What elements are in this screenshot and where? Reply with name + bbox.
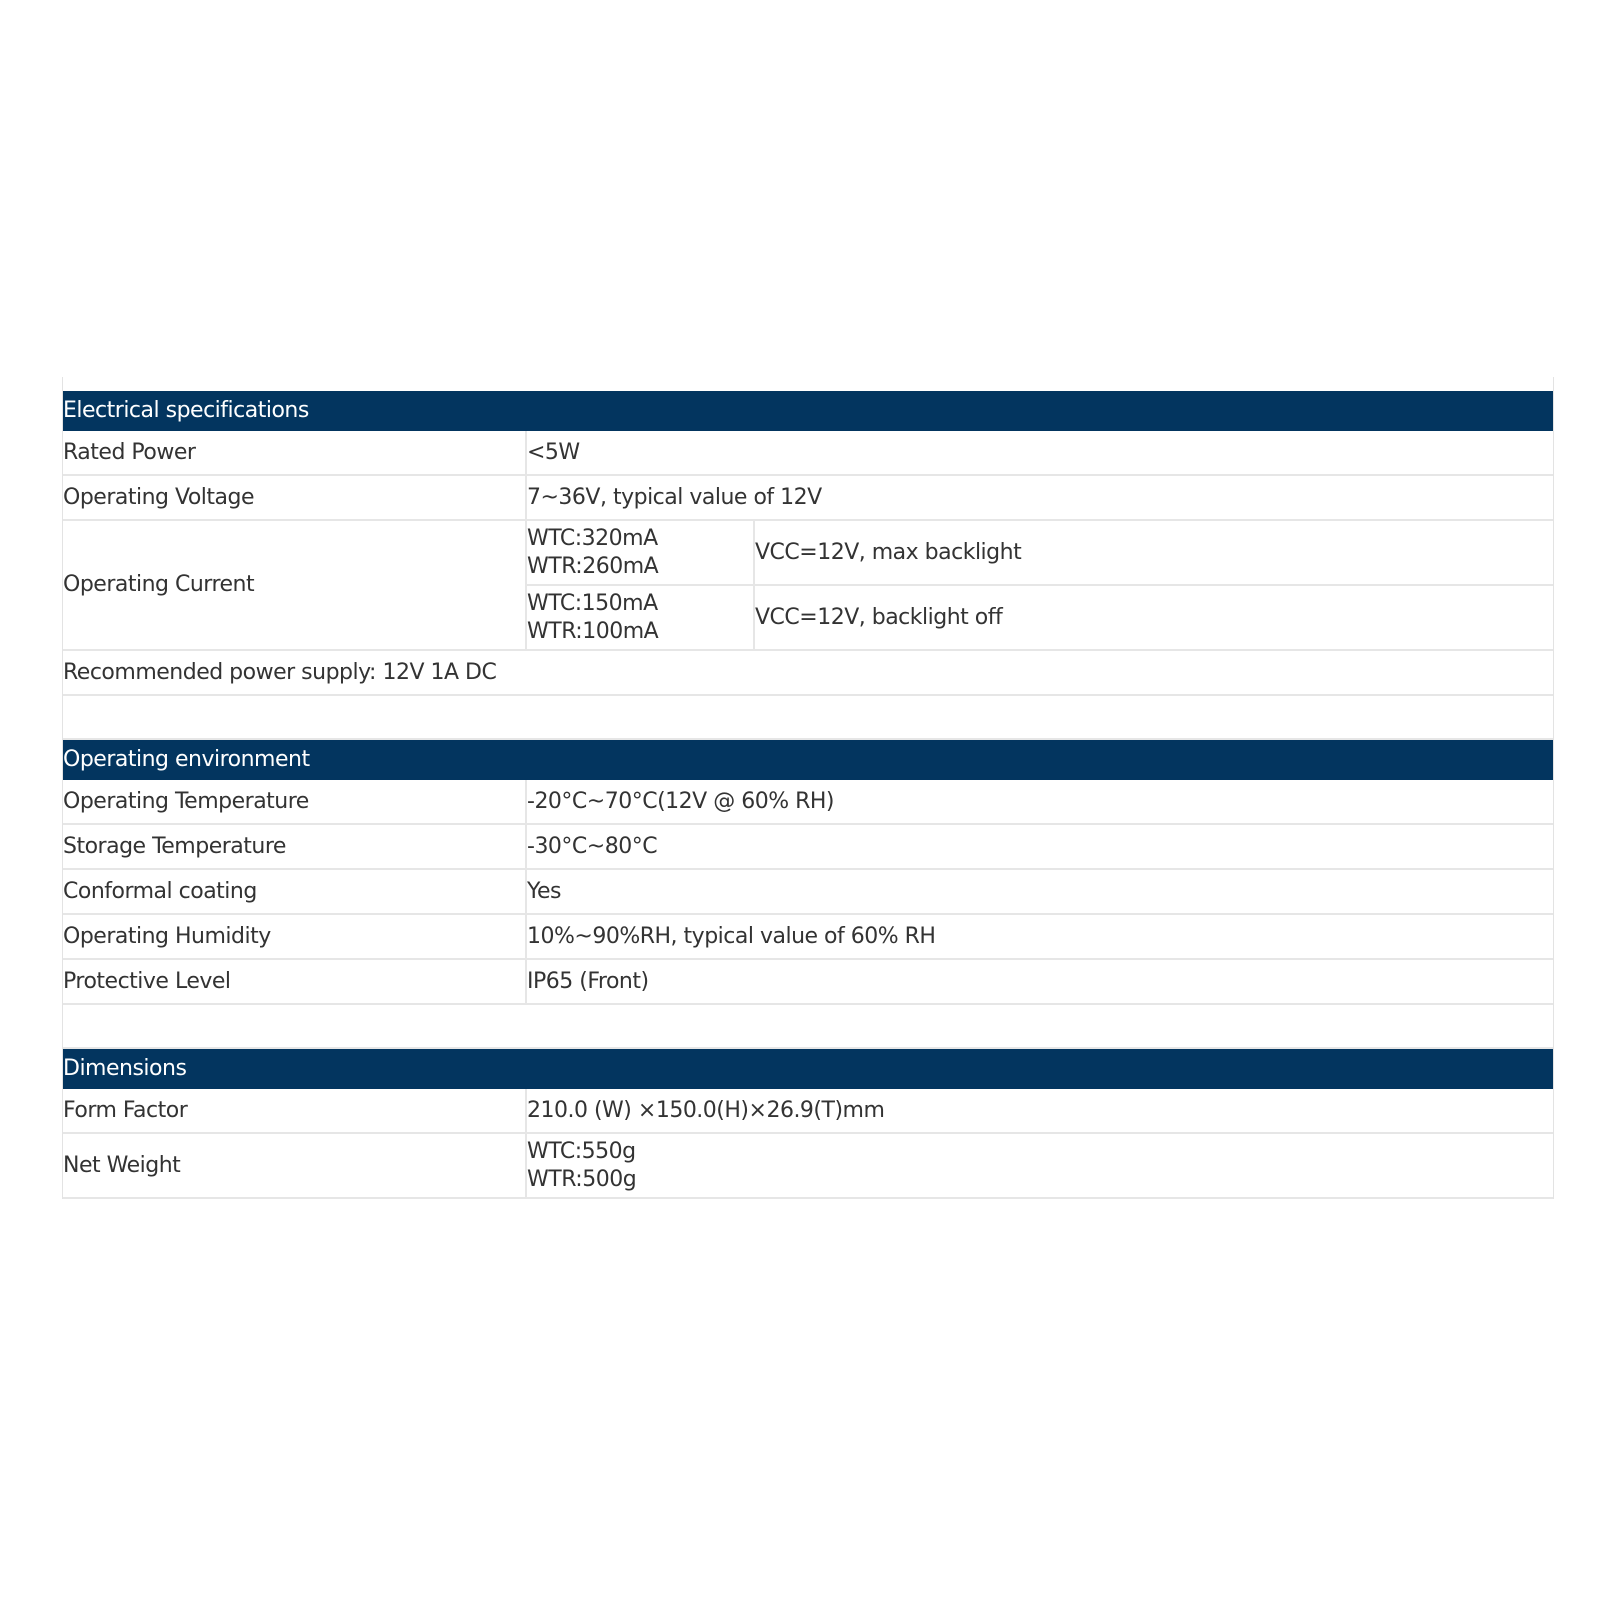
spec-value: <5W	[526, 431, 1553, 475]
spec-row-form-factor	[63, 1089, 1553, 1133]
spec-label: Net Weight	[63, 1133, 526, 1198]
section-spacer	[63, 695, 1553, 739]
spec-value-line: WTC:550g	[527, 1139, 636, 1164]
spec-value-line: WTR:260mA	[527, 553, 659, 579]
spec-label: Protective Level	[63, 959, 526, 1004]
spec-value-multiline	[526, 585, 754, 650]
spec-table	[63, 391, 1553, 1199]
spec-condition: VCC=12V, max backlight	[754, 520, 1553, 585]
spec-value: 7~36V, typical value of 12V	[526, 475, 1553, 520]
spec-row-operating-voltage	[63, 475, 1553, 520]
spec-label: Operating Voltage	[63, 475, 526, 520]
spec-row-operating-current-1	[63, 520, 1553, 585]
spec-condition: VCC=12V, backlight off	[754, 585, 1553, 650]
spec-value: IP65 (Front)	[526, 959, 1553, 1004]
spec-row-protective-level	[63, 959, 1553, 1004]
spec-value-line: WTR:500g	[527, 1166, 637, 1192]
section-title: Operating environment	[63, 739, 1553, 780]
spec-value-line: WTR:100mA	[527, 618, 659, 644]
spec-value: -20°C~70°C(12V @ 60% RH)	[526, 780, 1553, 824]
spec-row-power-supply-note	[63, 650, 1553, 695]
spec-value-line: WTC:150mA	[527, 591, 658, 616]
spec-value-multiline	[526, 520, 754, 585]
spec-row-net-weight	[63, 1133, 1553, 1198]
spec-row-rated-power	[63, 431, 1553, 475]
section-header-environment	[63, 739, 1553, 780]
section-spacer	[63, 1004, 1553, 1048]
spec-note: Recommended power supply: 12V 1A DC	[63, 650, 1553, 695]
spec-value-multiline	[526, 1133, 1553, 1198]
section-header-electrical	[63, 391, 1553, 431]
spec-value: -30°C~80°C	[526, 824, 1553, 869]
spec-label: Operating Humidity	[63, 914, 526, 959]
spec-label: Form Factor	[63, 1089, 526, 1133]
spec-label: Operating Temperature	[63, 780, 526, 824]
spec-row-operating-temperature	[63, 780, 1553, 824]
sheet-top-padding	[63, 377, 1553, 391]
spec-sheet	[62, 377, 1554, 1199]
spec-row-storage-temperature	[63, 824, 1553, 869]
spec-label: Storage Temperature	[63, 824, 526, 869]
spec-row-conformal-coating	[63, 869, 1553, 914]
section-header-dimensions	[63, 1048, 1553, 1089]
spec-label: Operating Current	[63, 520, 526, 650]
spec-value: 10%~90%RH, typical value of 60% RH	[526, 914, 1553, 959]
spec-value-line: WTC:320mA	[527, 526, 658, 551]
spec-value: 210.0 (W) ×150.0(H)×26.9(T)mm	[526, 1089, 1553, 1133]
section-title: Dimensions	[63, 1048, 1553, 1089]
spec-value: Yes	[526, 869, 1553, 914]
spec-label: Conformal coating	[63, 869, 526, 914]
spec-row-operating-humidity	[63, 914, 1553, 959]
section-title: Electrical specifications	[63, 391, 1553, 431]
spec-label: Rated Power	[63, 431, 526, 475]
